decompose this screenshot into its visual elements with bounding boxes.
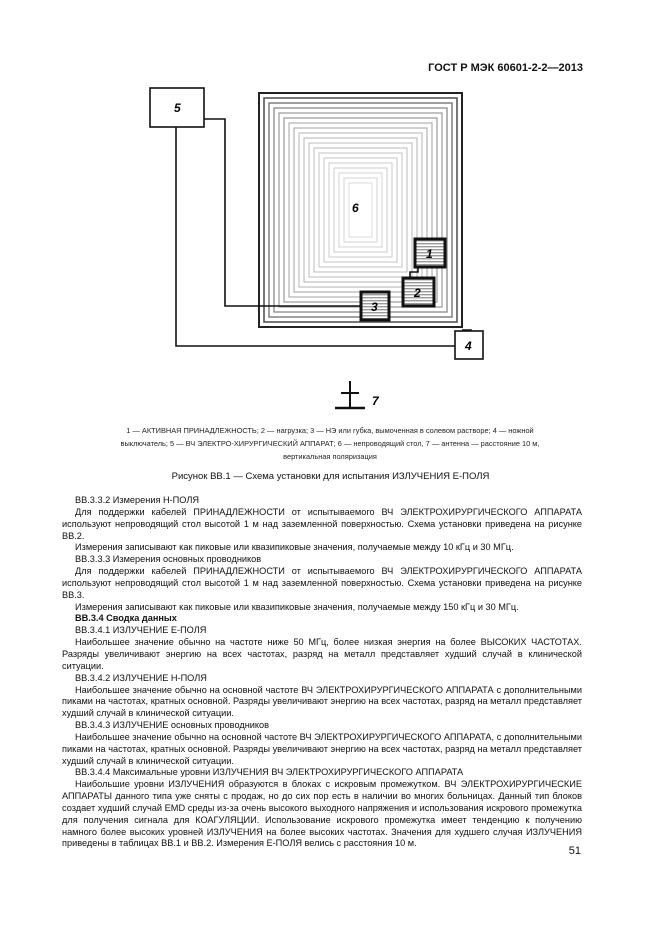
label-3: 3 bbox=[371, 300, 378, 314]
section-heading: ВВ.3.3.2 Измерения H-ПОЛЯ bbox=[75, 495, 199, 505]
document-header: ГОСТ Р МЭК 60601-2-2—2013 bbox=[428, 62, 583, 74]
paragraph: Наибольшее значение обычно на частоте ниже 50 МГц, более низкая энергия на более ВЫСОКИХ ЧАСТОТАХ. Разряды увеличивают энергию на всех частотах, разряд на металл представляет худший случай в клинической ситуации. bbox=[62, 637, 582, 671]
body-text bbox=[62, 495, 582, 850]
page-number: 51 bbox=[568, 845, 581, 857]
load-2 bbox=[403, 278, 434, 306]
paragraph: Измерения записывают как пиковые или квазипиковые значения, получаемые между 150 кГц и 30 МГц. bbox=[75, 601, 519, 612]
legend-line: вертикальная поляризация bbox=[283, 452, 377, 461]
label-6: 6 bbox=[352, 201, 359, 215]
paragraph: Измерения записывают как пиковые или квазипиковые значения, получаемые между 10 кГц и 30 МГц. bbox=[75, 542, 514, 553]
paragraph: Для поддержки кабелей ПРИНАДЛЕЖНОСТИ от испытываемого ВЧ ЭЛЕКТРОХИРУРГИЧЕСКОГО АППАРАТА используют непроводящий стол высотой 1 м над заземленной поверхностью. Схема установки приведена на рисунке ВВ.3. bbox=[62, 566, 582, 600]
figure-caption: Рисунок ВВ.1 — Схема установки для испытания ИЗЛУЧЕНИЯ E-ПОЛЯ bbox=[171, 471, 490, 482]
figure-legend bbox=[60, 424, 600, 463]
esu-box-5 bbox=[150, 88, 204, 127]
label-1: 1 bbox=[426, 247, 433, 261]
label-5: 5 bbox=[174, 101, 181, 115]
paragraph: Наибольшее значение обычно на основной частоте ВЧ ЭЛЕКТРОХИРУРГИЧЕСКОГО АППАРАТА, с дополнительными пиками на частотах, кратных основной. Разряды увеличивают энергию на всех частотах, разряд на металл представляет худший случай в клинической ситуации. bbox=[62, 731, 582, 766]
test-setup-diagram bbox=[0, 0, 661, 420]
active-accessory-1 bbox=[415, 239, 445, 267]
legend-line: выключатель; 5 — ВЧ ЭЛЕКТРО-ХИРУРГИЧЕСКИЙ АППАРАТ; 6 — непроводящий стол, 7 — антенна — расстояние 10 м, bbox=[120, 439, 540, 448]
section-heading: ВВ.3.4 Сводка данных bbox=[75, 613, 177, 624]
legend-line: 1 — АКТИВНАЯ ПРИНАДЛЕЖНОСТЬ; 2 — нагрузка; 3 — НЭ или губка, вымоченная в солевом растворе; 4 — ножной bbox=[126, 426, 534, 435]
sponge-3 bbox=[361, 292, 389, 320]
section-heading: ВВ.3.4.1 ИЗЛУЧЕНИЕ E-ПОЛЯ bbox=[75, 625, 207, 636]
section-heading: ВВ.3.4.3 ИЗЛУЧЕНИЕ основных проводников bbox=[75, 720, 270, 731]
antenna-icon bbox=[335, 381, 365, 408]
section-heading: ВВ.3.3.3 Измерения основных проводников bbox=[75, 554, 262, 565]
footswitch-box-4 bbox=[455, 331, 483, 359]
paragraph: Наибольшее значение обычно на основной частоте ВЧ ЭЛЕКТРОХИРУРГИЧЕСКОГО АППАРАТА с дополнительными пиками на частотах, кратных основной. Разряды увеличивают энергию на всех частотах, разряд на металл представляет худший случай в клинической ситуации. bbox=[62, 684, 582, 719]
paragraph: Для поддержки кабелей ПРИНАДЛЕЖНОСТИ от испытываемого ВЧ ЭЛЕКТРОХИРУРГИЧЕСКОГО АППАРАТА используют непроводящий стол высотой 1 м над заземленной поверхностью. Схема установки приведена на рисунке ВВ.2. bbox=[62, 506, 582, 541]
label-4: 4 bbox=[465, 339, 472, 353]
section-heading: ВВ.3.4.2 ИЗЛУЧЕНИЕ H-ПОЛЯ bbox=[75, 672, 207, 683]
section-heading: ВВ.3.4.4 Максимальные уровни ИЗЛУЧЕНИЯ ВЧ ЭЛЕКТРОХИРУРГИЧЕСКОГО АППАРАТА bbox=[75, 767, 464, 778]
label-2: 2 bbox=[414, 286, 421, 300]
label-7: 7 bbox=[372, 394, 379, 408]
paragraph: Наибольшие уровни ИЗЛУЧЕНИЯ образуются в блоках с искровым промежутком. ВЧ ЭЛЕКТРОХИРУРГИЧЕСКИЕ АППАРАТЫ данного типа уже сняты с продаж, но до сих пор есть в наличии во многих больницах. Данный тип блоков создает худший случай EMD среды из-за очень высокого выходного напряжения и использования искрового промежутка для получения сигнала для КОАГУЛЯЦИИ. Использование искрового промежутка имеет тенденцию к получению намного более высоких уровней ИЗЛУЧЕНИЯ на более высоких частотах. Значения для худшего случая ИЗЛУЧЕНИЯ приведены в таблицах ВВ.1 и ВВ.2. Измерения E-ПОЛЯ велись с расстояния 10 м. bbox=[62, 779, 582, 849]
